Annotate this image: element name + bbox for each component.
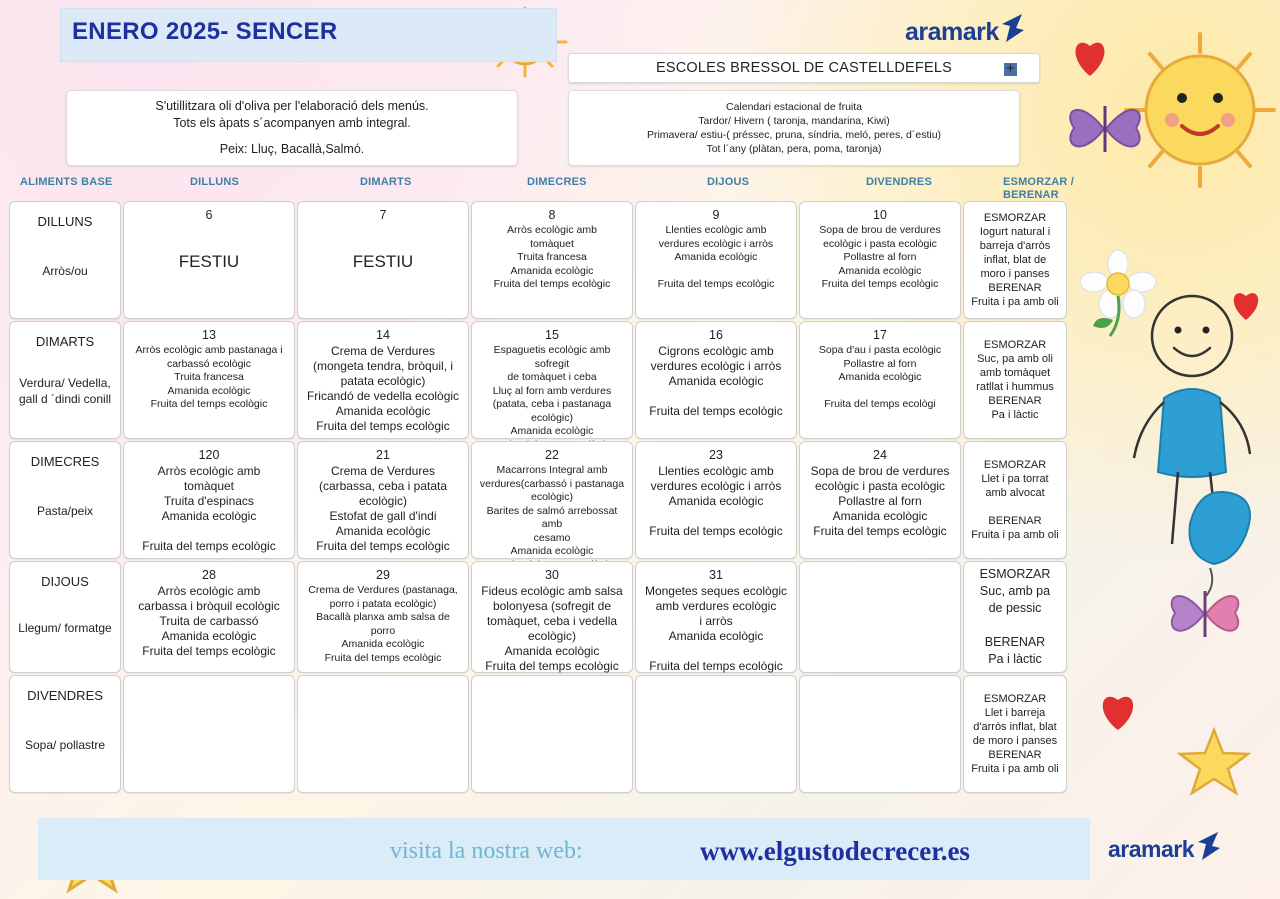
snack-line: barreja d'arròs [979,240,1051,252]
decorative-drawing-flower [1080,250,1160,340]
menu-date-number: 29 [376,568,390,582]
menu-dish-line: (patata, ceba i pastanaga [492,398,612,410]
menu-date-number: 13 [202,328,216,342]
snack-line: amb tomàquet [979,367,1051,379]
menu-date-number: 6 [205,208,213,222]
snack-line: ESMORZAR [983,339,1047,351]
aramark-star-icon-bottom [1196,832,1222,862]
menu-dish-line: Crema de Verdures [330,344,436,358]
menu-dish-list [481,584,622,674]
fruit-note-line-1: Calendari estacional de fruita [726,101,862,113]
menu-dish-line: Truita de carbassó [159,614,259,628]
decorative-drawing-butterfly-pink [1162,582,1248,646]
menu-dish-list [649,464,782,539]
menu-cell[interactable] [635,441,797,559]
aramark-logo-top-text: aramark [905,18,999,46]
menu-dish-line [649,389,782,404]
snack-list [980,566,1051,668]
menu-dish-list [649,344,782,419]
menu-dish-line: tomàquet [530,237,574,250]
menu-dish-line: Fideus ecològic amb salsa [481,584,623,598]
menu-dish-line: Pollastre al forn [843,251,917,263]
aramark-logo-top [905,18,999,47]
menu-dish-list [811,464,950,539]
base-food: Pasta/peix [36,503,94,518]
menu-date-number: 24 [873,448,887,462]
menu-cell[interactable] [123,201,295,319]
aramark-logo-bottom [1108,836,1194,863]
menu-dish-line: Arròs ecològic amb pastanaga i [135,344,283,356]
snack-line: BERENAR [988,395,1042,407]
day-label-cell [9,441,121,559]
menu-row [8,440,1068,560]
menu-date-number: 120 [198,448,220,462]
oil-note-line-1: S'utillitzara oli d'oliva per l'elaboració dels menús. [155,99,429,113]
menu-dish-line: Pollastre al forn [838,494,922,508]
base-food: Verdura/ Vedella, gall d ´dindi conill [18,375,112,406]
menu-dish-line: verdures ecològic i arròs [650,359,782,373]
snack-cell[interactable] [963,201,1067,319]
snack-line: moro i panses [980,268,1050,280]
snack-line: Suc, pa amb oli [977,353,1053,365]
page-title: ENERO 2025- SENCER [72,18,338,45]
menu-date-number: 28 [202,568,216,582]
snack-line: Suc, amb pa [979,584,1051,598]
menu-dish-line: Amanida ecològic [668,494,764,508]
menu-dish-line: ecològic) [530,491,574,503]
menu-dish-line: ecològic i pasta ecològic [814,479,946,493]
menu-dish-line: Amanida ecològic [668,374,764,388]
menu-dish-line: patata ecològic) [340,374,426,388]
menu-dish-line: amb verdures ecològic [655,599,777,613]
menu-cell[interactable] [471,321,633,439]
day-label-cell [9,321,121,439]
menu-dish-line: Amanida ecològic [341,638,425,650]
snack-line: BERENAR [988,749,1042,761]
menu-dish-line: ecològic) [530,411,574,424]
menu-dish-line: Fruita del temps ecològic [649,524,783,538]
menu-dish-line [658,265,775,279]
menu-dish-list [645,584,787,674]
menu-dish-line: Llenties ecològic amb [665,224,767,236]
column-header-esmorzar: ESMORZAR / [1003,176,1075,188]
menu-dish-line: ecològic) [358,494,408,508]
menu-dish-line [819,385,941,399]
fruit-note-line-3: Primavera/ estiu-( préssec, pruna, síndria, meló, peres, d´estiu) [646,129,942,141]
menu-cell[interactable] [635,321,797,439]
menu-dish-line: Fruita del temps ecològic [142,539,276,553]
menu-dish-line: Fruita del temps ecològic [485,659,619,673]
menu-dish-line: Truita d'espinacs [164,494,254,508]
decorative-drawing-heart-right [1228,282,1268,324]
menu-cell[interactable] [635,201,797,319]
decorative-drawing-child [1130,290,1262,570]
column-header-dijous: DIJOUS [707,176,750,188]
menu-dish-line: Amanida ecològic [161,509,257,523]
menu-dish-line: de tomàquet i ceba [507,371,597,383]
menu-dish-line: verdures ecològic i arròs [650,479,782,493]
snack-list [971,211,1058,309]
menu-dish-line: tomàquet, ceba i vedella [486,614,618,628]
menu-dish-line [142,524,275,539]
menu-cell[interactable] [471,561,633,673]
menu-row [8,674,1068,794]
school-name-bar[interactable] [568,53,1040,83]
day-label-cell [9,201,121,319]
oil-note-box [66,90,518,166]
menu-dish-line: Amanida ecològic [335,404,431,418]
menu-dish-line: Bacallà planxa amb salsa de [316,611,450,623]
menu-dish-line: Arròs ecològic amb [157,584,261,598]
decorative-drawing-heart-bottom [1090,682,1150,736]
holiday-label: FESTIU [178,252,240,271]
snack-line: ESMORZAR [983,693,1047,705]
menu-dish-line: Arròs ecològic amb [507,224,597,236]
menu-cell[interactable] [297,675,469,793]
aramark-logo-bottom-text: aramark [1108,836,1195,862]
snack-line: de moro i panses [972,735,1058,747]
snack-line: Fruita i pa amb oli [971,296,1059,308]
menu-dish-line: cesamo [533,531,571,544]
menu-dish-list [494,224,611,292]
snack-cell[interactable] [963,321,1067,439]
snack-list [976,338,1054,422]
menu-dish-line: Arròs ecològic amb [157,464,261,478]
expand-plus-icon[interactable]: + [1004,63,1017,76]
menu-dish-line: Fruita del temps ecològic [649,659,783,673]
menu-dish-line: Barites de salmó arrebossat amb [486,504,618,530]
menu-cell[interactable] [799,321,961,439]
menu-dish-line: Amanida ecològic [838,264,922,277]
menu-dish-list [135,344,282,412]
snack-line: ESMORZAR [979,567,1051,581]
menu-dish-list [819,224,940,292]
column-header-dilluns: DILLUNS [190,176,240,188]
menu-date-number: 30 [545,568,559,582]
menu-date-number: 31 [709,568,723,582]
menu-dish-line: ecològic i pasta ecològic [823,237,937,250]
menu-cell[interactable] [635,561,797,673]
menu-cell[interactable] [297,441,469,559]
footer-visit-text: visita la nostra web: [390,838,583,864]
day-label-cell [9,675,121,793]
menu-dish-line: ecològic) [527,629,577,643]
menu-dish-line: Llenties ecològic amb [658,464,774,478]
menu-date-number: 7 [379,208,387,222]
snack-line [980,617,1051,634]
menu-dish-line: Macarrons Integral amb [496,464,608,476]
snack-line: Pa i làctic [991,409,1039,421]
snack-line: d'arròs inflat, blat [973,721,1057,733]
menu-dish-line: porro [370,624,396,637]
decorative-drawing-hearts [1070,30,1130,80]
menu-dish-line: Amanida ecològic [504,644,600,658]
menu-dish-line: Amanida ecològic [510,545,594,557]
day-name: DILLUNS [37,214,93,229]
snack-list [971,692,1058,776]
snack-line: ratllat i hummus [976,381,1054,393]
column-header-dimecres: DIMECRES [527,176,587,188]
menu-cell[interactable] [471,201,633,319]
menu-dish-line: Sopa de brou de verdures [819,224,941,236]
base-food: Arròs/ou [42,263,88,278]
fruit-note-line-2: Tardor/ Hivern ( taronja, mandarina, Kiwi) [698,115,890,127]
menu-dish-line: Truita francesa [174,371,244,383]
menu-dish-line: Mongetes seques ecològic [644,584,788,598]
snack-line: amb alvocat [985,487,1045,499]
menu-dish-line: carbassa i bròquil ecològic [138,599,280,613]
menu-date-number: 15 [545,328,559,342]
snack-line: BERENAR [988,282,1042,294]
menu-dish-line: Amanida ecològic [668,629,764,643]
snack-line [971,500,1058,514]
menu-dish-list [142,464,275,554]
menu-dish-line: Fruita del temps ecològic [657,278,775,290]
menu-dish-line [645,644,787,659]
aramark-star-icon-top [1000,14,1026,44]
menu-dish-list [138,584,279,659]
snack-line: Fruita i pa amb oli [971,763,1059,775]
menu-date-number: 10 [873,208,887,222]
menu-dish-line: Espaguetis ecològic amb sofregit [493,344,611,370]
menu-dish-line: Fruita del temps ecològi [824,398,936,410]
menu-dish-line: tomàquet [183,479,235,493]
column-header-divendres: DIVENDRES [866,176,932,188]
oil-note-line-3: Peix: Lluç, Bacallà,Salmó. [219,142,365,156]
menu-dish-line: Fruita del temps ecològic [324,651,442,664]
snack-cell[interactable] [963,675,1067,793]
menu-dish-line [649,509,782,524]
menu-dish-line: Lluç al forn amb verdures [492,384,612,397]
menu-dish-line: verdures(carbassó i pastanaga [479,477,625,490]
day-name: DIVENDRES [27,688,103,703]
base-food: Llegum/ formatge [18,620,112,635]
menu-dish-line: Estofat de gall d'indi [329,509,437,523]
menu-date-number: 9 [712,208,720,222]
menu-dish-line: Pollastre al forn [843,357,917,370]
menu-date-number: 8 [548,208,556,222]
menu-dish-line: Fricandó de vedella ecològic [306,389,460,403]
decorative-drawing-big-sun [1120,30,1280,190]
menu-cell[interactable] [297,321,469,439]
menu-dish-line: (mongeta tendra, bròquil, i [312,359,454,373]
menu-dish-line: Fruita del temps ecològic [813,524,947,538]
menu-dish-line: Sopa de brou de verdures [810,464,950,478]
day-name: DIMECRES [30,454,100,469]
menu-cell[interactable] [799,675,961,793]
column-header-berenar: BERENAR [1003,189,1059,201]
snack-list [971,458,1058,542]
menu-cell[interactable] [471,441,633,559]
menu-dish-list [476,464,628,572]
menu-dish-line: Fruita del temps ecològic [316,419,450,433]
snack-cell[interactable] [963,561,1067,673]
menu-dish-line: bolonyesa (sofregit de [492,599,612,613]
menu-dish-line: Amanida ecològic [832,509,928,523]
snack-line: BERENAR [984,635,1046,649]
menu-cell[interactable] [799,441,961,559]
menu-row [8,200,1068,320]
menu-dish-list [658,224,775,292]
menu-dish-line: Amanida ecològic [510,425,594,437]
menu-dish-line: Amanida ecològic [838,371,922,383]
holiday-label: FESTIU [352,252,414,271]
snack-line: de pessic [988,601,1042,615]
day-name: DIJOUS [41,574,89,589]
menu-cell[interactable] [123,441,295,559]
snack-line: inflat, blat de [983,254,1047,266]
oil-note-line-2: Tots els àpats s´acompanyen amb integral. [173,116,411,130]
menu-row [8,560,1068,674]
menu-dish-line: Fruita del temps ecològic [142,644,276,658]
menu-dish-line: Crema de Verdures (pastanaga, [308,584,458,596]
snack-line: Llet i barreja [984,707,1046,719]
menu-dish-list [476,344,628,452]
menu-dish-line: Sopa d'au i pasta ecològic [818,344,942,356]
snack-line: BERENAR [988,515,1042,527]
day-label-cell [9,561,121,673]
menu-cell[interactable] [297,561,469,673]
menu-dish-list [308,584,457,665]
menu-dish-line: (carbassa, ceba i patata [318,479,448,493]
menu-dish-line: i arròs [699,614,733,628]
menu-date-number: 14 [376,328,390,342]
snack-line: ESMORZAR [983,212,1047,224]
menu-date-number: 17 [873,328,887,342]
snack-line: Pa i làctic [988,652,1042,666]
menu-cell[interactable] [123,675,295,793]
day-name: DIMARTS [35,334,95,349]
snack-line: Iogurt natural i [979,226,1051,238]
menu-dish-list [819,344,941,412]
menu-dish-line: Amanida ecològic [161,629,257,643]
menu-dish-line: carbassó ecològic [166,357,252,370]
menu-dish-line: Fruita del temps ecològic [316,539,450,553]
menu-dish-line: Amanida ecològic [510,264,594,277]
menu-date-number: 16 [709,328,723,342]
snack-line: ESMORZAR [983,459,1047,471]
footer-website-url[interactable]: www.elgustodecrecer.es [700,836,970,866]
menu-cell[interactable] [123,321,295,439]
menu-dish-line: Fruita del temps ecològic [821,278,939,290]
menu-dish-line: Fruita del temps ecològic [493,278,611,290]
decorative-drawing-butterfly-purple [1060,96,1150,162]
menu-cell[interactable] [799,201,961,319]
menu-date-number: 23 [709,448,723,462]
menu-dish-line: Amanida ecològic [167,384,251,397]
snack-line: Fruita i pa amb oli [971,529,1059,541]
menu-date-number: 21 [376,448,390,462]
menu-dish-line: Fruita del temps ecològic [649,404,783,418]
decorative-drawing-balloon [1176,478,1254,598]
menu-row [8,320,1068,440]
snack-line: Llet i pa torrat [981,473,1049,485]
school-name: ESCOLES BRESSOL DE CASTELLDEFELS [656,60,952,76]
menu-dish-line: Cigrons ecològic amb [658,344,774,358]
snack-cell[interactable] [963,441,1067,559]
menu-dish-line: Truita francesa [517,251,587,263]
decorative-drawing-star-right [1176,726,1252,800]
menu-grid [8,200,1068,794]
fruit-calendar-note-box [568,90,1020,166]
menu-dish-line: Amanida ecològic [335,524,431,538]
column-header-dimarts: DIMARTS [360,176,412,188]
column-header-aliments-base: ALIMENTS BASE [20,176,113,188]
menu-dish-line: porro i patata ecològic) [329,597,437,610]
menu-cell[interactable] [471,675,633,793]
menu-dish-line: Crema de Verdures [330,464,436,478]
menu-cell[interactable] [297,201,469,319]
menu-dish-list [307,344,459,434]
menu-dish-list [316,464,449,554]
menu-cell[interactable] [123,561,295,673]
fruit-note-line-4: Tot l´any (plàtan, pera, poma, taronja) [706,143,882,155]
base-food: Sopa/ pollastre [24,737,106,752]
menu-dish-line: Fruita del temps ecològic [150,398,268,410]
menu-cell[interactable] [635,675,797,793]
menu-cell[interactable] [799,561,961,673]
menu-dish-line: verdures ecològic i arròs [658,237,774,250]
menu-date-number: 22 [545,448,559,462]
menu-dish-line: Amanida ecològic [674,251,758,263]
